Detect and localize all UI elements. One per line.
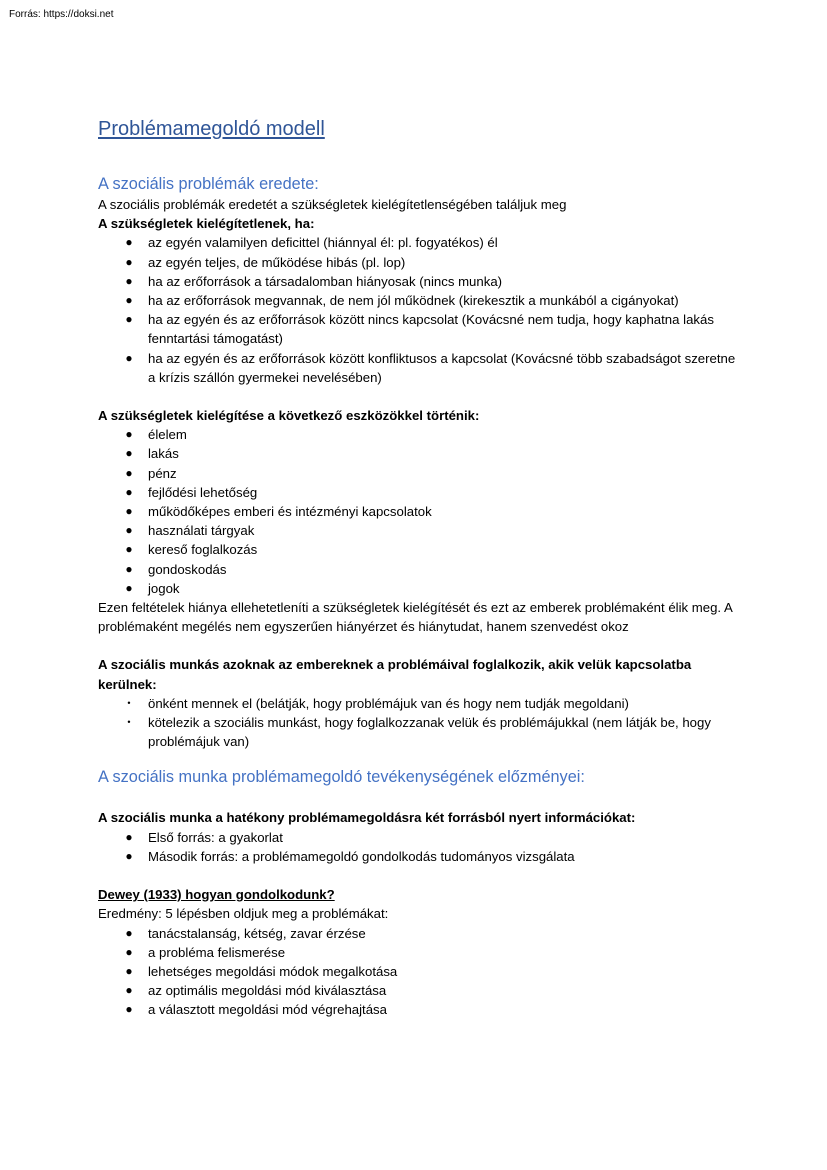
list-item: ● élelem [98, 425, 738, 444]
bullet-icon: ● [125, 580, 133, 595]
list-item: ● lakás [98, 444, 738, 463]
origin-intro: A szociális problémák eredetét a szükségletek kielégítetlenségében találjuk meg [98, 197, 567, 212]
list-item: ● az egyén teljes, de működése hibás (pl. lop) [98, 253, 738, 272]
social-worker-list [98, 694, 738, 752]
needs-label: A szükségletek kielégítetlenek, ha: [98, 216, 315, 232]
bullet-icon: ● [125, 1002, 133, 1017]
dewey-heading: Dewey (1933) hogyan gondolkodunk? [98, 887, 335, 903]
means-list [98, 425, 738, 598]
list-item: • önként mennek el (belátják, hogy problémájuk van és hogy nem tudják megoldani) [98, 694, 738, 713]
bullet-icon: ● [125, 848, 133, 863]
section-heading-history: A szociális munka problémamegoldó tevékenységének előzményei: [98, 768, 585, 787]
bullet-icon: ● [125, 312, 133, 327]
list-item: ● fejlődési lehetőség [98, 483, 738, 502]
list-item: ● kereső foglalkozás [98, 540, 738, 559]
bullet-icon: ● [125, 254, 133, 269]
list-item: ● ha az erőforrások megvannak, de nem jól működnek (kirekesztik a munkából a cigányokat) [98, 291, 738, 310]
bullet-icon: ● [125, 829, 133, 844]
bullet-icon: ● [125, 925, 133, 940]
section-heading-origin: A szociális problémák eredete: [98, 175, 319, 193]
bullet-icon: ● [125, 465, 133, 480]
bullet-icon: ● [125, 446, 133, 461]
bullet-icon: ● [125, 350, 133, 365]
needs-list [98, 233, 738, 387]
list-item: ● a választott megoldási mód végrehajtása [98, 1000, 738, 1019]
bullet-icon: ● [125, 427, 133, 442]
conclusion-paragraph: Ezen feltételek hiánya ellehetetleníti a szükségletek kielégítését és ezt az emberek problémaként élik meg. A problémaként megélés nem egyszerűen hiányérzet és hiánytudat, hanem szenvedést okoz [98, 600, 733, 635]
sources-list [98, 828, 738, 866]
list-item: ● Második forrás: a problémamegoldó gondolkodás tudományos vizsgálata [98, 847, 738, 866]
list-item: ● gondoskodás [98, 560, 738, 579]
bullet-icon: ● [125, 484, 133, 499]
bullet-icon: ● [125, 542, 133, 557]
bullet-icon: ● [125, 504, 133, 519]
list-item: ● használati tárgyak [98, 521, 738, 540]
bullet-icon: ● [125, 273, 133, 288]
social-worker-label: A szociális munkás azoknak az embereknek a problémáival foglalkozik, akik velük kapcsolatba kerülnek: [98, 657, 692, 692]
bullet-icon: ● [125, 944, 133, 959]
list-item: ● ha az egyén és az erőforrások között nincs kapcsolat (Kovácsné nem tudja, hogy kaphatna lakás fenntartási támogatást) [98, 310, 738, 348]
means-label: A szükségletek kielégítése a következő eszközökkel történik: [98, 408, 480, 424]
bullet-icon: ● [125, 235, 133, 250]
list-item: ● az egyén valamilyen deficittel (hiánnyal él: pl. fogyatékos) él [98, 233, 738, 252]
list-item: ● lehetséges megoldási módok megalkotása [98, 962, 738, 981]
list-item: ● Első forrás: a gyakorlat [98, 828, 738, 847]
bullet-icon: • [127, 697, 131, 708]
list-item: ● ha az erőforrások a társadalomban hiányosak (nincs munka) [98, 272, 738, 291]
page-title: Problémamegoldó modell [98, 118, 325, 140]
list-item: ● az optimális megoldási mód kiválasztása [98, 981, 738, 1000]
list-item: ● jogok [98, 579, 738, 598]
list-item: ● pénz [98, 464, 738, 483]
list-item: ● működőképes emberi és intézményi kapcsolatok [98, 502, 738, 521]
bullet-icon: ● [125, 523, 133, 538]
bullet-icon: ● [125, 983, 133, 998]
list-item: ● ha az egyén és az erőforrások között konfliktusos a kapcsolat (Kovácsné több szabadságot szeretne a krízis szállón gyermekei nevelésében) [98, 349, 738, 387]
dewey-intro: Eredmény: 5 lépésben oldjuk meg a problémákat: [98, 906, 389, 922]
list-item: • kötelezik a szociális munkást, hogy foglalkozzanak velük és problémájukkal (nem látják be, hogy problémájuk van) [98, 713, 738, 751]
dewey-steps-list [98, 924, 738, 1020]
bullet-icon: ● [125, 561, 133, 576]
sources-label: A szociális munka a hatékony problémamegoldásra két forrásból nyert információkat: [98, 810, 636, 826]
document-body [98, 116, 738, 1020]
list-item: ● tanácstalanság, kétség, zavar érzése [98, 924, 738, 943]
source-label: Forrás: https://doksi.net [9, 9, 114, 20]
bullet-icon: ● [125, 293, 133, 308]
bullet-icon: ● [125, 963, 133, 978]
list-item: ● a probléma felismerése [98, 943, 738, 962]
bullet-icon: • [127, 717, 131, 728]
